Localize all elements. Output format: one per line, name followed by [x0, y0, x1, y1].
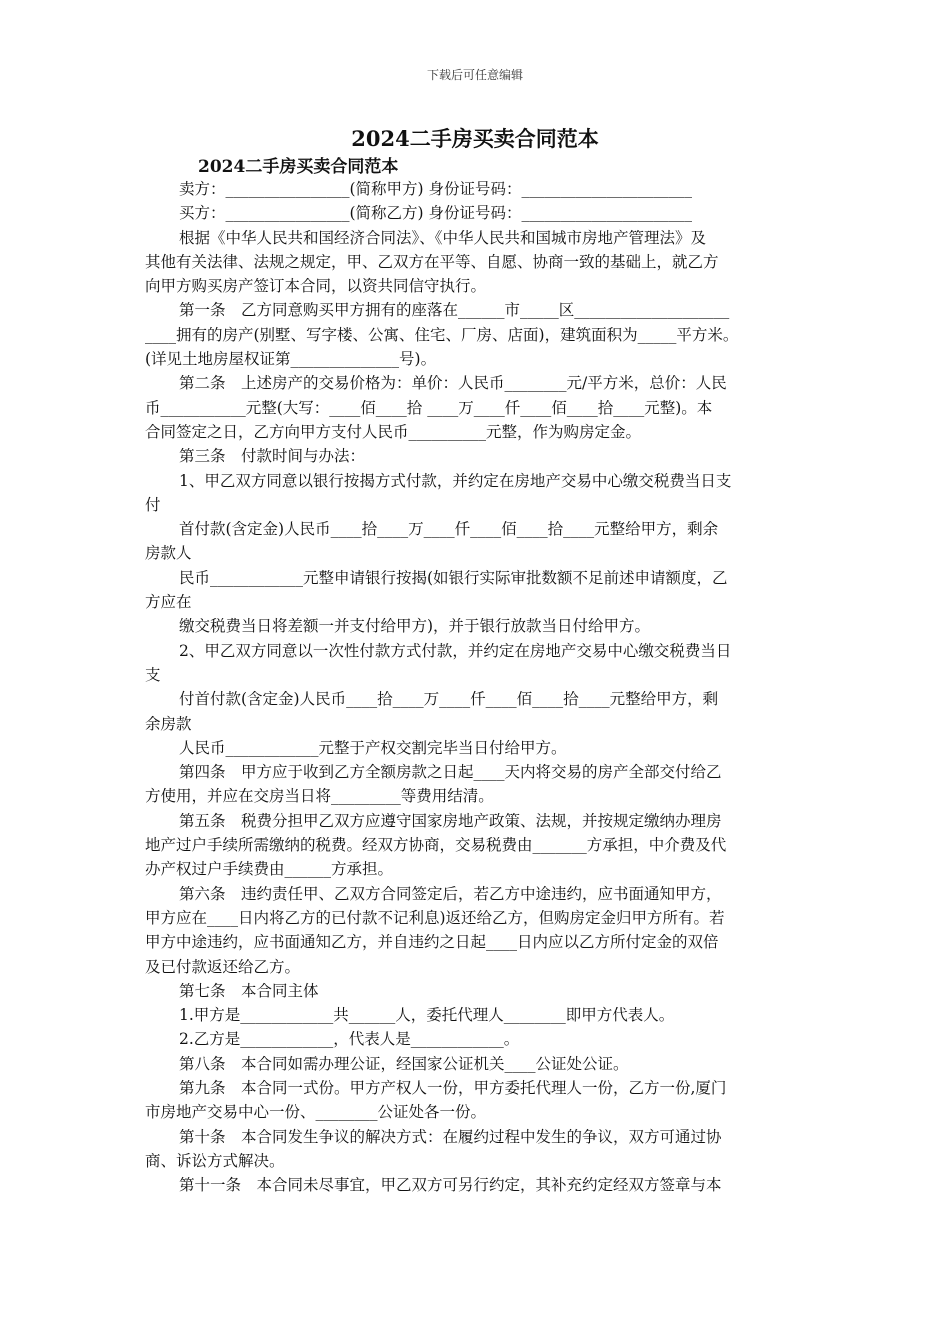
contract-line: 买方：________________(简称乙方) 身份证号码：______________________ [179, 204, 693, 223]
document-subtitle: 2024二手房买卖合同范本 [198, 157, 399, 177]
contract-line: 其他有关法律、法规之规定，甲、乙双方在平等、自愿、协商一致的基础上，就乙方 [145, 252, 719, 271]
contract-line: 第六条 违约责任甲、乙双方合同签定后，若乙方中途违约，应书面通知甲方， [179, 884, 722, 903]
contract-line: 市房地产交易中心一份、________公证处各一份。 [145, 1103, 487, 1122]
contract-line: 办产权过户手续费由______方承担。 [145, 860, 394, 879]
contract-line: 第九条 本合同一式份。甲方产权人一份，甲方委托代理人一份，乙方一份,厦门 [179, 1078, 727, 1097]
contract-line: 缴交税费当日将差额一并支付给甲方)，并于银行放款当日付给甲方。 [179, 617, 651, 636]
contract-line: 余房款 [145, 714, 192, 733]
header-note: 下载后可任意编辑 [426, 68, 523, 82]
contract-line: 付 [145, 495, 161, 514]
contract-line: 方应在 [145, 593, 192, 612]
contract-line: 1.甲方是____________共______人，委托代理人________即甲方代表人。 [179, 1006, 675, 1025]
contract-line: 商、诉讼方式解决。 [145, 1151, 285, 1170]
contract-line: 第二条 上述房产的交易价格为：单价：人民币________元/平方米，总价：人民 [179, 374, 727, 393]
contract-line: 支 [145, 665, 161, 684]
contract-line: 2.乙方是____________，代表人是____________。 [179, 1030, 520, 1049]
contract-line: 合同签定之日，乙方向甲方支付人民币__________元整，作为购房定金。 [145, 422, 642, 441]
contract-line: ____拥有的房产(别墅、写字楼、公寓、住宅、厂房、店面)，建筑面积为_____平方米。 [145, 325, 739, 344]
contract-line: 甲方中途违约，应书面通知乙方，并自违约之日起____日内应以乙方所付定金的双倍 [145, 933, 719, 952]
contract-line: 地产过户手续所需缴纳的税费。经双方协商，交易税费由_______方承担，中介费及代 [145, 836, 727, 855]
contract-line: 第五条 税费分担甲乙双方应遵守国家房地产政策、法规，并按规定缴纳办理房 [179, 811, 722, 830]
contract-line: 民币____________元整申请银行按揭(如银行实际审批数额不足前述申请额度，乙 [179, 568, 728, 587]
contract-line: 币___________元整(大写：____佰____拾 ____万____仟____佰____拾____元整)。本 [145, 398, 713, 417]
contract-line: 及已付款返还给乙方。 [145, 957, 301, 976]
contract-line: 第一条 乙方同意购买甲方拥有的座落在______市_____区____________________ [179, 301, 730, 320]
contract-line: 方使用，并应在交房当日将_________等费用结清。 [145, 787, 494, 806]
contract-line: 首付款(含定金)人民币____拾____万____仟____佰____拾____元整给甲方，剩余 [179, 520, 719, 539]
contract-line: 第七条 本合同主体 [179, 981, 319, 1000]
contract-line: 甲方应在____日内将乙方的已付款不记利息)返还给乙方，但购房定金归甲方所有。若 [145, 908, 725, 927]
contract-line: 1、甲乙双方同意以银行按揭方式付款，并约定在房地产交易中心缴交税费当日支 [179, 471, 732, 490]
contract-line: 第四条 甲方应于收到乙方全额房款之日起____天内将交易的房产全部交付给乙 [179, 763, 722, 782]
contract-line: 卖方：________________(简称甲方) 身份证号码：______________________ [179, 180, 693, 198]
contract-line: (详见土地房屋权证第______________号)。 [145, 350, 437, 369]
contract-line: 第八条 本合同如需办理公证，经国家公证机关____公证处公证。 [179, 1054, 629, 1073]
contract-line: 付首付款(含定金)人民币____拾____万____仟____佰____拾____元整给甲方，剩 [179, 690, 719, 709]
contract-line: 人民币____________元整于产权交割完毕当日付给甲方。 [179, 738, 567, 757]
contract-line: 第三条 付款时间与办法： [179, 447, 366, 466]
contract-body [145, 177, 805, 1197]
contract-line: 房款人 [145, 544, 192, 563]
contract-line: 第十条 本合同发生争议的解决方式：在履约过程中发生的争议，双方可通过协 [179, 1127, 722, 1146]
contract-line: 根据《中华人民共和国经济合同法》、《中华人民共和国城市房地产管理法》及 [179, 228, 707, 247]
document-title: 2024二手房买卖合同范本 [351, 126, 599, 151]
contract-line: 2、甲乙双方同意以一次性付款方式付款，并约定在房地产交易中心缴交税费当日 [179, 641, 732, 660]
contract-line: 第十一条 本合同未尽事宜，甲乙双方可另行约定，其补充约定经双方签章与本 [179, 1176, 722, 1195]
contract-line: 向甲方购买房产签订本合同，以资共同信守执行。 [145, 277, 487, 296]
